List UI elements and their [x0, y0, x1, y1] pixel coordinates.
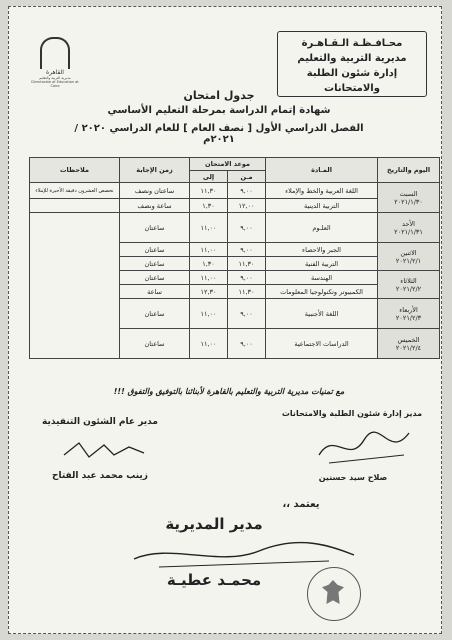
logo-subtitle-en: Directorate of Education at Cairo — [31, 80, 79, 88]
to-cell: ١١,٠٠ — [190, 299, 228, 329]
table-row — [30, 213, 440, 243]
subject-cell: الجبر والاحصاء — [266, 243, 378, 257]
notes-cell — [30, 199, 120, 213]
notes-cell: تخصص العشرون دقيقة الأخيرة للإملاء — [30, 183, 120, 199]
directorate-director-name: محمـد عطيـة — [166, 571, 262, 589]
duration-cell: ساعتان ونصف — [120, 183, 190, 199]
day-label: الاثنين — [400, 248, 417, 257]
day-date-cell — [378, 329, 440, 359]
directorate-header-box — [277, 31, 427, 97]
day-label: السبت — [399, 189, 418, 198]
header-day-date: اليوم والتاريخ — [378, 158, 440, 183]
subject-cell: الدراسات الاجتماعية — [266, 329, 378, 359]
date-label: ٢٠٢١/١/٣٠ — [394, 197, 423, 206]
to-cell: ١,٣٠ — [190, 199, 228, 213]
day-date-cell — [378, 271, 440, 299]
subject-cell: اللغة العربية والخط والإملاء — [266, 183, 378, 199]
to-cell: ١١,٠٠ — [190, 329, 228, 359]
from-cell: ٩,٠٠ — [228, 329, 266, 359]
date-label: ٢٠٢١/٢/٢ — [395, 284, 422, 293]
directorate-label: مديرية التربية والتعليم — [297, 53, 407, 64]
header-exam-time: موعد الامتحان — [190, 158, 266, 171]
subject-cell: التربية الفنية — [266, 257, 378, 271]
from-cell: ١٢,٠٠ — [228, 199, 266, 213]
header-duration: زمن الإجابة — [120, 158, 190, 183]
day-date-cell — [378, 299, 440, 329]
schedule-title: جدول امتحان — [183, 89, 255, 102]
day-label: الأحد — [402, 219, 415, 228]
day-label: الخميس — [397, 335, 420, 344]
from-cell: ٩,٠٠ — [228, 183, 266, 199]
duration-cell: ساعة ونصف — [120, 199, 190, 213]
approval-label: يعتمد ،، — [282, 499, 320, 510]
duration-cell: ساعتان — [120, 213, 190, 243]
duration-cell: ساعتان — [120, 257, 190, 271]
governorate-label: محـافـظـة الـقـاهـرة — [301, 38, 403, 49]
from-cell: ١١,٣٠ — [228, 257, 266, 271]
subject-cell: اللغة الأجنبية — [266, 299, 378, 329]
header-subject: المـادة — [266, 158, 378, 183]
logo-subtitle-ar: مديرية التربية والتعليم — [39, 76, 71, 80]
subject-cell: الهندسة — [266, 271, 378, 285]
duration-cell: ساعة — [120, 285, 190, 299]
duration-cell: ساعتان — [120, 271, 190, 285]
subject-cell: الكمبيوتر وتكنولوجيا المعلومات — [266, 285, 378, 299]
date-label: ٢٠٢١/٢/٤ — [395, 343, 422, 352]
header-from: مـن — [228, 171, 266, 183]
day-label: الأربعاء — [399, 305, 418, 314]
logo-arch-icon — [40, 37, 70, 69]
duration-cell: ساعتان — [120, 299, 190, 329]
students-affairs-manager-signature — [309, 425, 419, 471]
from-cell: ٩,٠٠ — [228, 299, 266, 329]
exam-schedule-table — [29, 157, 440, 359]
subject-cell: التربية الدينية — [266, 199, 378, 213]
students-affairs-manager-name: صلاح سيد حسنين — [318, 473, 388, 482]
to-cell: ١٢,٣٠ — [190, 285, 228, 299]
day-label: الثلاثاء — [400, 276, 417, 285]
executive-affairs-director-title: مدير عام الشئون التنفيذية — [42, 417, 158, 427]
from-cell: ١١,٣٠ — [228, 285, 266, 299]
department-label: إدارة شئون الطلبة والامتحانات — [306, 68, 398, 94]
to-cell: ١١,٠٠ — [190, 213, 228, 243]
from-cell: ٩,٠٠ — [228, 271, 266, 285]
to-cell: ١١,٠٠ — [190, 243, 228, 257]
date-label: ٢٠٢١/٢/٣ — [395, 313, 422, 322]
date-label: ٢٠٢١/١/٣١ — [394, 227, 423, 236]
semester-title: الفصل الدراسي الأول [ نصف العام ] للعام الدراسي ٢٠٢٠ / ٢٠٢١م — [74, 123, 364, 145]
executive-affairs-director-signature — [59, 435, 149, 465]
from-cell: ٩,٠٠ — [228, 243, 266, 257]
to-cell: ١١,٠٠ — [190, 271, 228, 285]
duration-cell: ساعتان — [120, 243, 190, 257]
wishes-line: مع تمنيات مديرية التربية والتعليم بالقاهرة لأبنائنا بالتوفيق والتفوق !!! — [113, 387, 345, 396]
certificate-title: شهادة إتمام الدراسة بمرحلة التعليم الأساسي — [107, 105, 331, 116]
to-cell: ١١,٣٠ — [190, 183, 228, 199]
students-affairs-manager-title: مدير إدارة شئون الطلبة والامتحانات — [281, 409, 423, 418]
duration-cell: ساعتان — [120, 329, 190, 359]
table-row — [30, 183, 440, 199]
logo-name: القاهرة — [46, 69, 64, 76]
to-cell: ١,٣٠ — [190, 257, 228, 271]
executive-affairs-director-name: زينب محمد عبد الفتاح — [52, 471, 148, 481]
from-cell: ٩,٠٠ — [228, 213, 266, 243]
date-label: ٢٠٢١/٢/١ — [395, 256, 422, 265]
day-date-cell — [378, 213, 440, 243]
official-seal — [307, 567, 361, 621]
header-to: إلى — [190, 171, 228, 183]
directorate-director-title: مدير المديرية — [165, 515, 263, 533]
notes-cell — [30, 213, 120, 359]
header-notes: ملاحظات — [30, 158, 120, 183]
day-date-cell — [378, 183, 440, 213]
subject-cell: العلـوم — [266, 213, 378, 243]
eagle-emblem-icon — [322, 580, 344, 604]
day-date-cell — [378, 243, 440, 271]
document-page — [8, 6, 442, 634]
